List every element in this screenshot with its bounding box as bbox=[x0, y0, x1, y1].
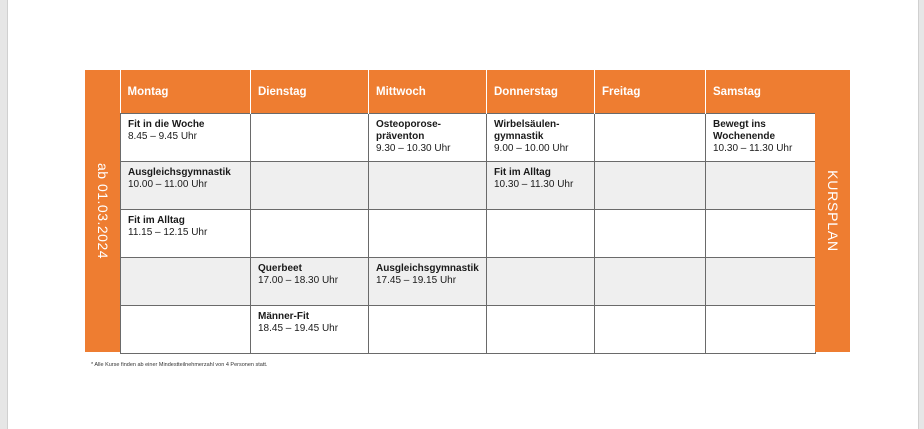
course-name: Ausgleichsgymnastik bbox=[128, 167, 231, 178]
schedule-cell bbox=[595, 114, 706, 162]
schedule-cell bbox=[251, 162, 369, 210]
day-header-monday: Montag bbox=[121, 70, 251, 114]
table-row bbox=[121, 258, 816, 306]
course-schedule-table bbox=[120, 70, 816, 354]
course-name: Männer-Fit bbox=[258, 311, 310, 322]
course-time: 10.30 – 11.30 Uhr bbox=[713, 143, 793, 154]
title-banner bbox=[815, 70, 850, 352]
day-header-tuesday: Dienstag bbox=[251, 70, 369, 114]
schedule-cell bbox=[595, 258, 706, 306]
course-time: 8.45 – 9.45 Uhr bbox=[128, 131, 197, 142]
course-name: Wirbelsäulen- gymnastik bbox=[494, 119, 560, 142]
schedule-cell bbox=[706, 210, 816, 258]
schedule-cell bbox=[595, 162, 706, 210]
schedule-cell bbox=[121, 306, 251, 354]
title-banner-label: KURSPLAN bbox=[824, 170, 841, 252]
schedule-cell bbox=[251, 210, 369, 258]
course-time: 11.15 – 12.15 Uhr bbox=[128, 227, 208, 238]
schedule-cell bbox=[487, 210, 595, 258]
schedule-cell bbox=[369, 258, 487, 306]
schedule-cell bbox=[369, 114, 487, 162]
schedule-cell bbox=[369, 210, 487, 258]
schedule-cell bbox=[487, 306, 595, 354]
table-row bbox=[121, 162, 816, 210]
table-row bbox=[121, 114, 816, 162]
course-name: Querbeet bbox=[258, 263, 302, 274]
course-time: 10.00 – 11.00 Uhr bbox=[128, 179, 208, 190]
date-banner bbox=[85, 70, 120, 352]
schedule-cell bbox=[595, 306, 706, 354]
schedule-cell bbox=[251, 306, 369, 354]
schedule-cell bbox=[121, 114, 251, 162]
course-name: Osteoporose- präventon bbox=[376, 119, 442, 142]
schedule-cell bbox=[487, 258, 595, 306]
schedule-cell bbox=[121, 258, 251, 306]
schedule-cell bbox=[487, 114, 595, 162]
date-banner-label: ab 01.03.2024 bbox=[94, 162, 111, 260]
schedule-cell bbox=[595, 210, 706, 258]
schedule-cell bbox=[369, 306, 487, 354]
page-edge-right bbox=[918, 0, 924, 429]
schedule-cell bbox=[487, 162, 595, 210]
course-name: Bewegt ins Wochenende bbox=[713, 119, 776, 142]
course-time: 18.45 – 19.45 Uhr bbox=[258, 323, 339, 334]
table-row bbox=[121, 210, 816, 258]
schedule-cell bbox=[121, 162, 251, 210]
schedule-cell bbox=[706, 258, 816, 306]
day-header-friday: Freitag bbox=[595, 70, 706, 114]
day-header-wednesday: Mittwoch bbox=[369, 70, 487, 114]
course-time: 9.00 – 10.00 Uhr bbox=[494, 143, 569, 154]
day-header-saturday: Samstag bbox=[706, 70, 816, 114]
course-time: 9.30 – 10.30 Uhr bbox=[376, 143, 451, 154]
schedule-cell bbox=[121, 210, 251, 258]
schedule-cell bbox=[251, 114, 369, 162]
schedule-cell bbox=[706, 162, 816, 210]
schedule-cell bbox=[369, 162, 487, 210]
course-name: Fit im Alltag bbox=[494, 167, 551, 178]
course-name: Fit in die Woche bbox=[128, 119, 205, 130]
schedule-cell bbox=[706, 306, 816, 354]
day-header-row bbox=[121, 70, 816, 114]
course-name: Fit im Alltag bbox=[128, 215, 185, 226]
course-time: 17.00 – 18.30 Uhr bbox=[258, 275, 339, 286]
course-time: 10.30 – 11.30 Uhr bbox=[494, 179, 574, 190]
course-name: Ausgleichsgymnastik bbox=[376, 263, 479, 274]
schedule-cell bbox=[706, 114, 816, 162]
course-time: 17.45 – 19.15 Uhr bbox=[376, 275, 457, 286]
footnote: * Alle Kurse finden ab einer Mindestteilnehmerzahl von 4 Personen statt. bbox=[91, 362, 268, 368]
page-edge-left bbox=[0, 0, 8, 429]
schedule-cell bbox=[251, 258, 369, 306]
table-row bbox=[121, 306, 816, 354]
day-header-thursday: Donnerstag bbox=[487, 70, 595, 114]
